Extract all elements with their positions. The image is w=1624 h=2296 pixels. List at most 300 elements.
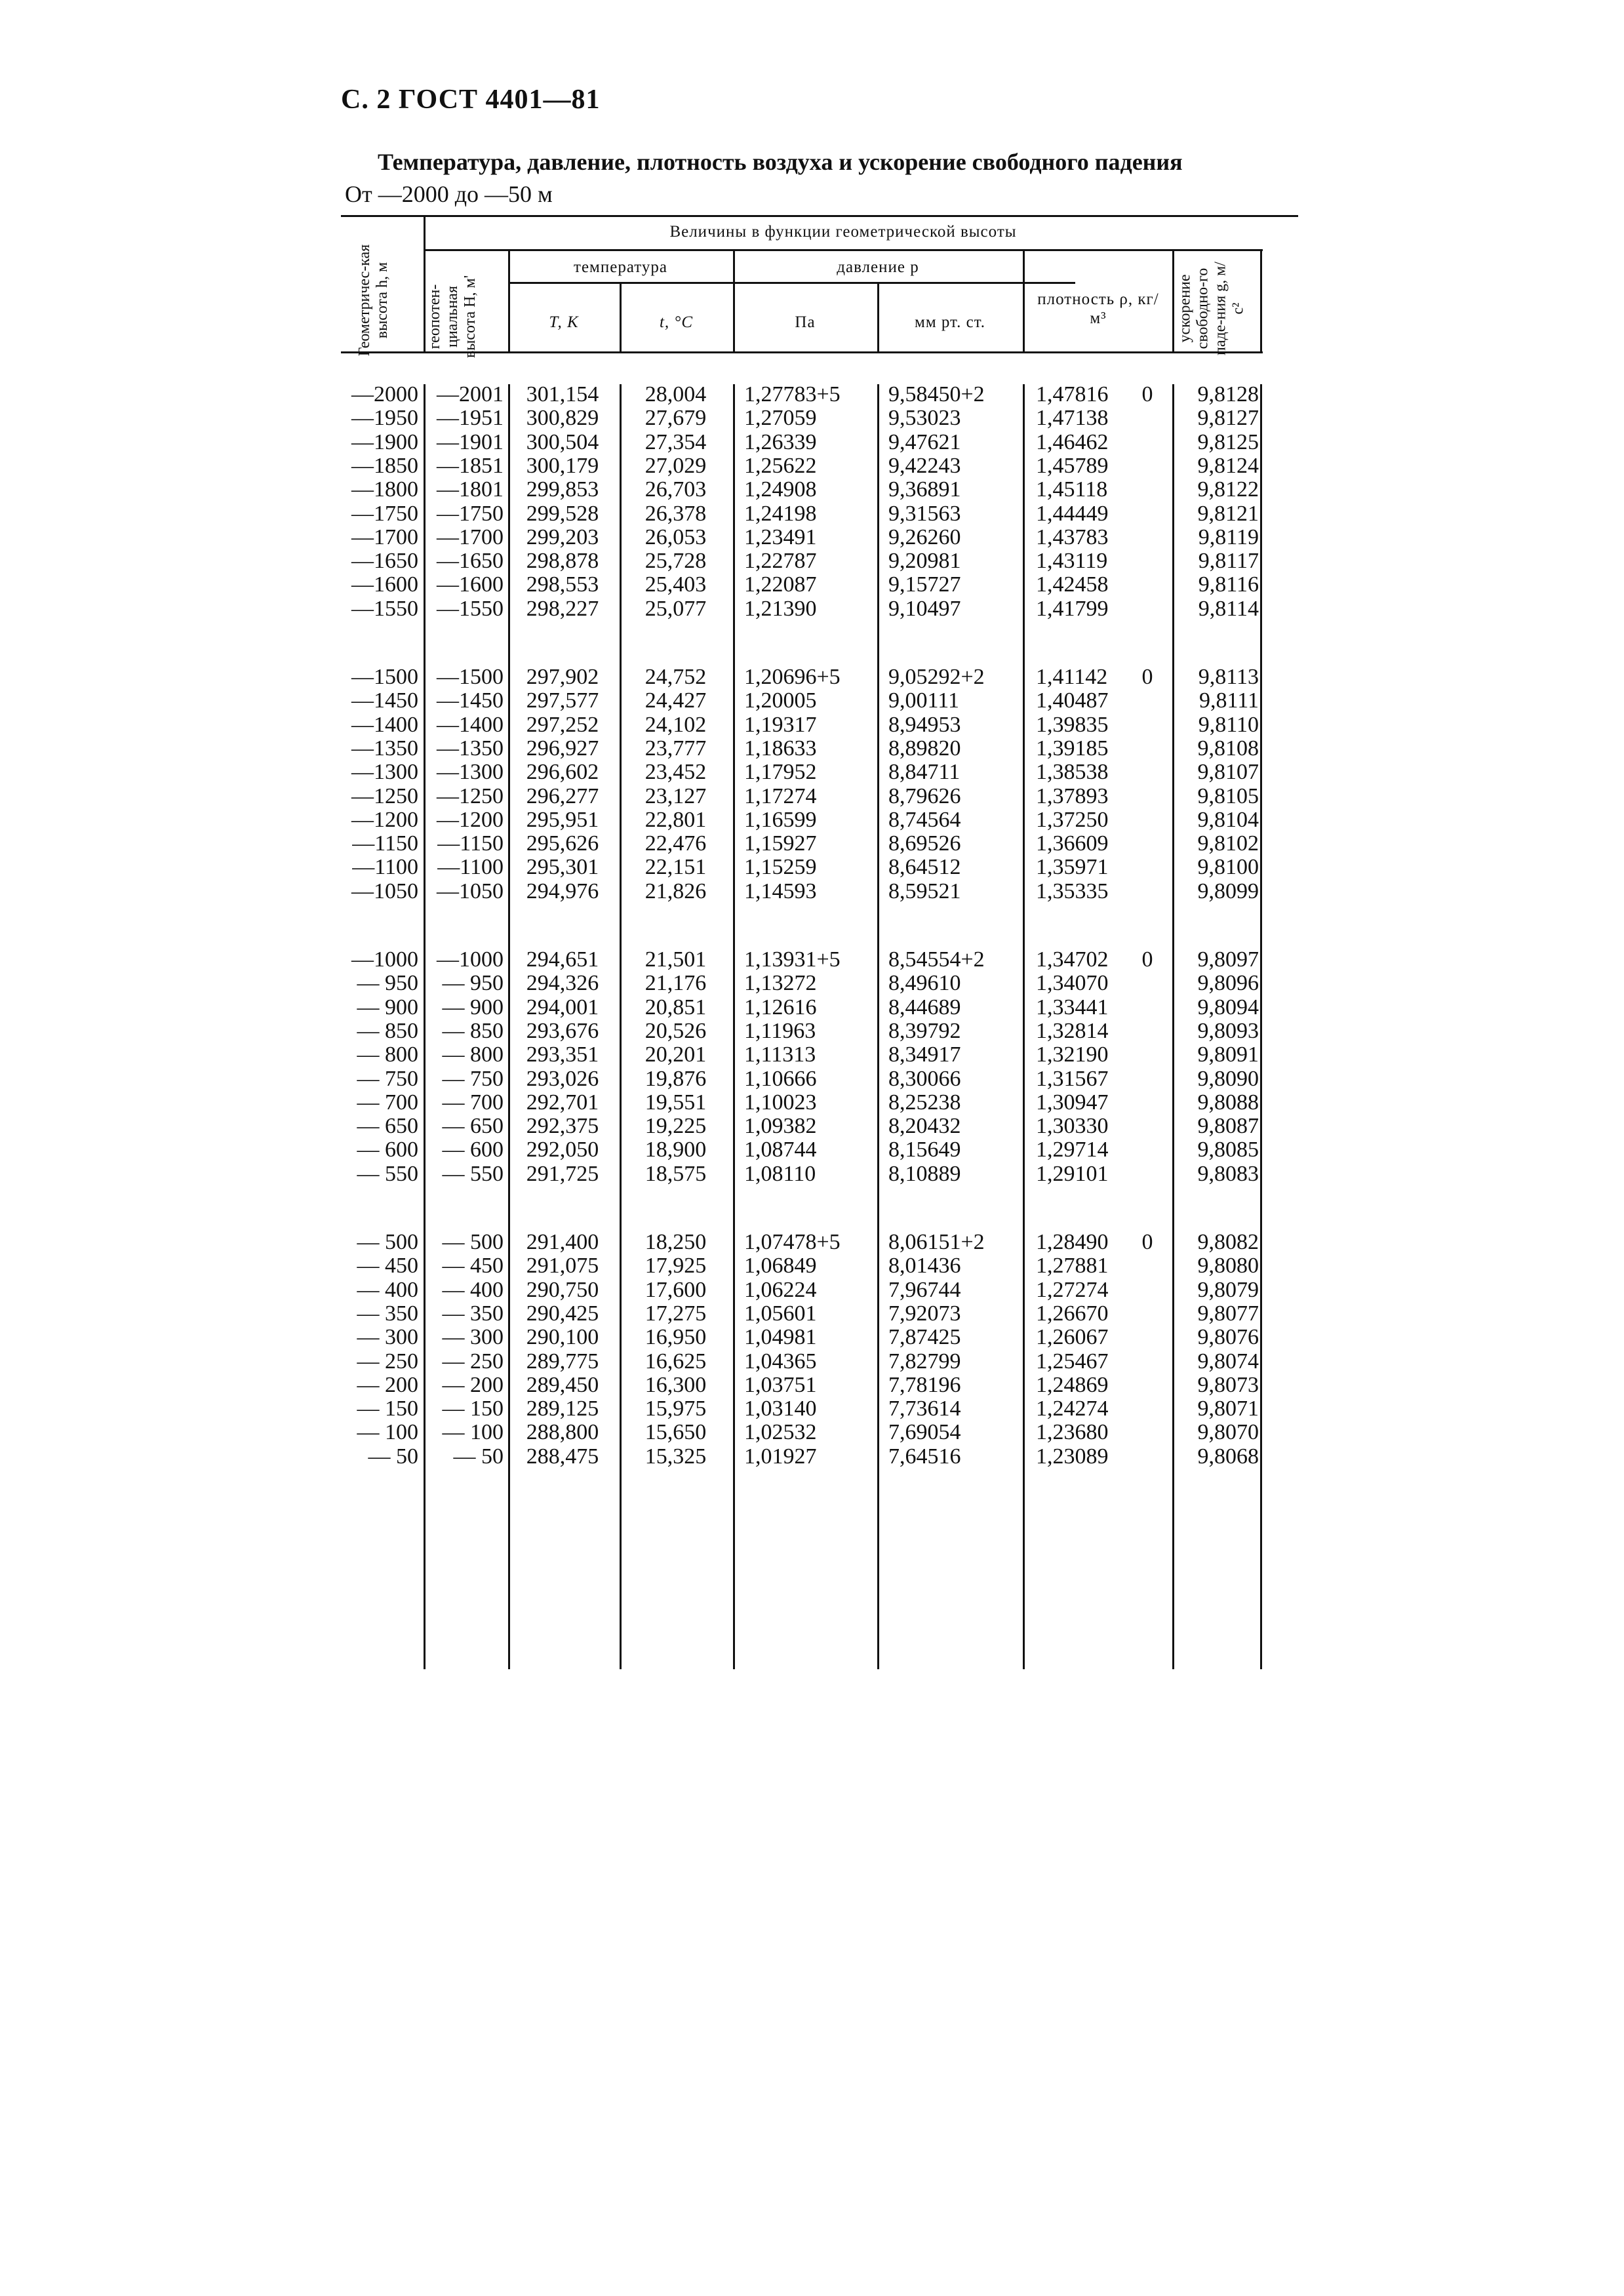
cell-pressure-pa: 1,23491 — [744, 525, 817, 549]
cell-geopotential-height: —1400 — [437, 712, 504, 737]
cell-temperature-k: 299,528 — [526, 501, 599, 526]
cell-pressure-mmhg: 8,30066 — [888, 1066, 961, 1091]
cell-pressure-pa: 1,07478+5 — [744, 1230, 841, 1254]
cell-gravity: 9,8121 — [1197, 501, 1259, 526]
cell-geometric-height: —1950 — [351, 406, 418, 431]
cell-pressure-pa: 1,16599 — [744, 807, 817, 832]
header-group-title: Величины в функции геометрической высоты — [669, 223, 1017, 241]
cell-gravity: 9,8128 — [1197, 382, 1259, 406]
cell-geopotential-height: —1851 — [437, 453, 504, 478]
cell-gravity: 9,8114 — [1198, 596, 1259, 621]
cell-gravity: 9,8076 — [1197, 1325, 1259, 1350]
cell-pressure-mmhg: 9,31563 — [888, 501, 961, 526]
cell-geometric-height: —1200 — [351, 807, 418, 832]
cell-temperature-c: 20,526 — [644, 1018, 707, 1043]
cell-pressure-mmhg: 8,74564 — [888, 807, 961, 832]
cell-geopotential-height: — 550 — [442, 1161, 504, 1186]
cell-geometric-height: —1150 — [352, 831, 418, 856]
cell-temperature-k: 299,853 — [526, 477, 599, 502]
cell-gravity: 9,8083 — [1197, 1161, 1259, 1186]
cell-density: 1,30330 — [1036, 1114, 1109, 1139]
cell-pressure-mmhg: 9,58450+2 — [888, 382, 985, 406]
cell-pressure-mmhg: 8,49610 — [888, 971, 961, 996]
cell-geometric-height: —1500 — [351, 665, 418, 689]
cell-gravity: 9,8079 — [1197, 1277, 1259, 1302]
cell-temperature-c: 27,354 — [644, 429, 707, 454]
header-pressure: давление p — [837, 258, 919, 276]
cell-temperature-c: 18,575 — [644, 1161, 707, 1186]
cell-geometric-height: —1450 — [351, 688, 418, 713]
cell-temperature-k: 291,725 — [526, 1161, 599, 1186]
cell-geopotential-height: —1150 — [437, 831, 504, 856]
cell-geopotential-height: —1200 — [437, 807, 504, 832]
cell-gravity: 9,8080 — [1197, 1254, 1259, 1278]
cell-pressure-mmhg: 7,78196 — [888, 1372, 961, 1397]
cell-pressure-pa: 1,13931+5 — [744, 947, 841, 972]
cell-pressure-pa: 1,09382 — [744, 1114, 817, 1139]
cell-temperature-c: 25,728 — [644, 549, 707, 574]
cell-geopotential-height: —1901 — [437, 429, 504, 454]
cell-geometric-height: —1350 — [351, 736, 418, 761]
cell-temperature-c: 21,501 — [644, 947, 707, 972]
cell-geopotential-height: —1550 — [437, 596, 504, 621]
cell-density: 1,23089 — [1036, 1444, 1109, 1469]
cell-density: 1,38538 — [1036, 760, 1109, 785]
cell-pressure-pa: 1,10666 — [744, 1066, 817, 1091]
cell-geometric-height: —1800 — [351, 477, 418, 502]
cell-temperature-k: 295,626 — [526, 831, 599, 856]
cell-geometric-height: — 550 — [357, 1161, 418, 1186]
cell-geometric-height: — 150 — [357, 1396, 418, 1421]
cell-geopotential-height: —1000 — [437, 947, 504, 972]
cell-geometric-height: — 950 — [357, 971, 418, 996]
cell-pressure-pa: 1,11313 — [744, 1042, 816, 1067]
cell-temperature-k: 294,326 — [526, 971, 599, 996]
cell-geopotential-height: —1650 — [437, 549, 504, 574]
table-subtitle-range: От —2000 до —50 м — [345, 181, 553, 207]
cell-pressure-pa: 1,14593 — [744, 879, 817, 903]
cell-pressure-pa: 1,27059 — [744, 406, 817, 431]
cell-temperature-k: 295,951 — [526, 807, 599, 832]
cell-density: 1,33441 — [1036, 995, 1109, 1019]
cell-density: 1,35335 — [1036, 879, 1109, 903]
cell-pressure-mmhg: 9,47621 — [888, 429, 961, 454]
cell-density: 1,29714 — [1036, 1138, 1109, 1162]
cell-temperature-k: 291,075 — [526, 1254, 599, 1278]
cell-pressure-pa: 1,19317 — [744, 712, 817, 737]
cell-pressure-mmhg: 8,89820 — [888, 736, 961, 761]
cell-geometric-height: — 750 — [357, 1066, 418, 1091]
cell-pressure-pa: 1,25622 — [744, 453, 817, 478]
cell-geometric-height: — 200 — [357, 1372, 418, 1397]
cell-temperature-k: 292,375 — [526, 1114, 599, 1139]
cell-temperature-k: 297,252 — [526, 712, 599, 737]
cell-density-exponent: 0 — [1141, 947, 1153, 972]
column-divider — [877, 384, 879, 1669]
cell-gravity: 9,8085 — [1197, 1138, 1259, 1162]
cell-gravity: 9,8107 — [1197, 760, 1259, 785]
cell-density: 1,28490 — [1036, 1230, 1109, 1254]
cell-temperature-c: 27,029 — [644, 453, 707, 478]
cell-geopotential-height: — 100 — [442, 1420, 504, 1445]
table-top-rule — [341, 215, 1298, 217]
header-divider — [1260, 249, 1262, 351]
cell-pressure-pa: 1,24198 — [744, 501, 817, 526]
cell-temperature-c: 25,077 — [644, 596, 707, 621]
cell-geometric-height: — 400 — [357, 1277, 418, 1302]
cell-temperature-c: 23,127 — [644, 783, 707, 808]
cell-pressure-mmhg: 7,82799 — [888, 1349, 961, 1374]
cell-pressure-pa: 1,17274 — [744, 783, 817, 808]
cell-geopotential-height: —1801 — [437, 477, 504, 502]
cell-gravity: 9,8074 — [1197, 1349, 1259, 1374]
cell-temperature-c: 24,427 — [644, 688, 707, 713]
cell-pressure-mmhg: 8,59521 — [888, 879, 961, 903]
cell-pressure-pa: 1,26339 — [744, 429, 817, 454]
cell-density: 1,24274 — [1036, 1396, 1109, 1421]
cell-geometric-height: —1100 — [352, 855, 418, 880]
cell-geometric-height: — 650 — [357, 1114, 418, 1139]
cell-density-exponent: 0 — [1141, 382, 1153, 406]
cell-geopotential-height: —1700 — [437, 525, 504, 549]
cell-geometric-height: — 50 — [368, 1444, 418, 1469]
group-title-rule — [424, 249, 1263, 251]
cell-gravity: 9,8102 — [1197, 831, 1259, 856]
cell-temperature-c: 15,975 — [644, 1396, 707, 1421]
cell-temperature-c: 18,250 — [644, 1230, 707, 1254]
cell-geopotential-height: — 450 — [442, 1254, 504, 1278]
cell-geopotential-height: — 850 — [442, 1018, 504, 1043]
cell-pressure-mmhg: 8,25238 — [888, 1090, 961, 1115]
subgroup-rule — [508, 282, 1075, 284]
cell-pressure-pa: 1,08110 — [744, 1161, 816, 1186]
cell-temperature-c: 17,600 — [644, 1277, 707, 1302]
cell-pressure-mmhg: 8,39792 — [888, 1018, 961, 1043]
cell-temperature-k: 292,701 — [526, 1090, 599, 1115]
cell-geopotential-height: —1250 — [437, 783, 504, 808]
cell-pressure-mmhg: 9,05292+2 — [888, 665, 985, 689]
cell-gravity: 9,8068 — [1197, 1444, 1259, 1469]
cell-temperature-k: 294,976 — [526, 879, 599, 903]
cell-density: 1,46462 — [1036, 429, 1109, 454]
cell-pressure-pa: 1,06224 — [744, 1277, 817, 1302]
cell-pressure-mmhg: 7,96744 — [888, 1277, 961, 1302]
cell-temperature-c: 25,403 — [644, 572, 707, 597]
header-gravity: ускорение свободно-го паде-ния g, м/с² — [1176, 262, 1247, 355]
cell-pressure-pa: 1,03751 — [744, 1372, 817, 1397]
cell-geometric-height: — 100 — [357, 1420, 418, 1445]
cell-temperature-k: 289,125 — [526, 1396, 599, 1421]
cell-geometric-height: —1250 — [351, 783, 418, 808]
cell-geometric-height: — 800 — [357, 1042, 418, 1067]
cell-geometric-height: —1650 — [351, 549, 418, 574]
cell-temperature-k: 296,602 — [526, 760, 599, 785]
cell-temperature-k: 293,351 — [526, 1042, 599, 1067]
cell-density: 1,27881 — [1036, 1254, 1109, 1278]
cell-geopotential-height: — 750 — [442, 1066, 504, 1091]
cell-pressure-pa: 1,10023 — [744, 1090, 817, 1115]
cell-temperature-c: 26,053 — [644, 525, 707, 549]
cell-gravity: 9,8073 — [1197, 1372, 1259, 1397]
cell-geopotential-height: — 200 — [442, 1372, 504, 1397]
cell-geometric-height: — 500 — [357, 1230, 418, 1254]
page-header: С. 2 ГОСТ 4401—81 — [341, 85, 601, 115]
cell-geopotential-height: — 350 — [442, 1301, 504, 1326]
cell-temperature-k: 296,277 — [526, 783, 599, 808]
cell-geometric-height: —1300 — [351, 760, 418, 785]
cell-pressure-pa: 1,01927 — [744, 1444, 817, 1469]
cell-density: 1,26670 — [1036, 1301, 1109, 1326]
cell-density: 1,32814 — [1036, 1018, 1109, 1043]
cell-density: 1,36609 — [1036, 831, 1109, 856]
cell-temperature-c: 20,851 — [644, 995, 707, 1019]
cell-geopotential-height: —1350 — [437, 736, 504, 761]
header-pressure-mmhg: мм рт. ст. — [915, 313, 985, 331]
cell-temperature-k: 299,203 — [526, 525, 599, 549]
cell-pressure-pa: 1,13272 — [744, 971, 817, 996]
cell-gravity: 9,8105 — [1197, 783, 1259, 808]
cell-temperature-k: 294,001 — [526, 995, 599, 1019]
cell-gravity: 9,8077 — [1197, 1301, 1259, 1326]
cell-pressure-mmhg: 8,94953 — [888, 712, 961, 737]
cell-geopotential-height: — 50 — [453, 1444, 504, 1469]
cell-pressure-pa: 1,03140 — [744, 1396, 817, 1421]
cell-temperature-c: 16,300 — [644, 1372, 707, 1397]
cell-pressure-pa: 1,27783+5 — [744, 382, 841, 406]
cell-gravity: 9,8093 — [1197, 1018, 1259, 1043]
cell-temperature-c: 21,176 — [644, 971, 707, 996]
cell-density-exponent: 0 — [1141, 1230, 1153, 1254]
cell-geometric-height: — 700 — [357, 1090, 418, 1115]
column-divider — [733, 384, 735, 1669]
cell-temperature-c: 27,679 — [644, 406, 707, 431]
cell-geometric-height: —1700 — [351, 525, 418, 549]
cell-temperature-k: 288,475 — [526, 1444, 599, 1469]
cell-pressure-mmhg: 7,69054 — [888, 1420, 961, 1445]
cell-temperature-k: 300,829 — [526, 406, 599, 431]
cell-geopotential-height: —1300 — [437, 760, 504, 785]
cell-geometric-height: —1050 — [351, 879, 418, 903]
cell-gravity: 9,8110 — [1198, 712, 1259, 737]
cell-temperature-c: 15,650 — [644, 1420, 707, 1445]
cell-geopotential-height: — 400 — [442, 1277, 504, 1302]
cell-temperature-c: 24,102 — [644, 712, 707, 737]
cell-gravity: 9,8094 — [1197, 995, 1259, 1019]
cell-geopotential-height: — 300 — [442, 1325, 504, 1350]
cell-geopotential-height: — 800 — [442, 1042, 504, 1067]
header-density: плотность ρ, кг/м³ — [1037, 290, 1159, 327]
cell-geometric-height: — 300 — [357, 1325, 418, 1350]
cell-temperature-c: 17,275 — [644, 1301, 707, 1326]
cell-gravity: 9,8071 — [1197, 1396, 1259, 1421]
cell-pressure-pa: 1,12616 — [744, 995, 817, 1019]
cell-pressure-pa: 1,06849 — [744, 1254, 817, 1278]
cell-pressure-pa: 1,04365 — [744, 1349, 817, 1374]
cell-density: 1,43783 — [1036, 525, 1109, 549]
cell-pressure-pa: 1,22787 — [744, 549, 817, 574]
cell-pressure-mmhg: 8,34917 — [888, 1042, 961, 1067]
cell-density: 1,30947 — [1036, 1090, 1109, 1115]
cell-pressure-mmhg: 9,15727 — [888, 572, 961, 597]
cell-density: 1,32190 — [1036, 1042, 1109, 1067]
cell-geopotential-height: —1600 — [437, 572, 504, 597]
header-t-celsius: t, °С — [659, 313, 694, 331]
cell-pressure-mmhg: 7,64516 — [888, 1444, 961, 1469]
cell-temperature-c: 15,325 — [644, 1444, 707, 1469]
cell-density: 1,25467 — [1036, 1349, 1109, 1374]
cell-gravity: 9,8111 — [1199, 688, 1259, 713]
cell-geometric-height: — 900 — [357, 995, 418, 1019]
cell-geopotential-height: —1100 — [437, 855, 504, 880]
cell-temperature-k: 300,179 — [526, 453, 599, 478]
cell-temperature-k: 300,504 — [526, 429, 599, 454]
cell-gravity: 9,8104 — [1197, 807, 1259, 832]
cell-gravity: 9,8125 — [1197, 429, 1259, 454]
cell-density: 1,47816 — [1036, 382, 1109, 406]
column-divider — [424, 384, 426, 1669]
cell-temperature-c: 22,801 — [644, 807, 707, 832]
cell-pressure-mmhg: 8,84711 — [888, 760, 961, 785]
cell-density-exponent: 0 — [1141, 665, 1153, 689]
cell-pressure-mmhg: 8,01436 — [888, 1254, 961, 1278]
cell-temperature-k: 297,577 — [526, 688, 599, 713]
cell-pressure-mmhg: 8,20432 — [888, 1114, 961, 1139]
cell-temperature-c: 26,378 — [644, 501, 707, 526]
cell-density: 1,47138 — [1036, 406, 1109, 431]
cell-gravity: 9,8096 — [1197, 971, 1259, 996]
cell-density: 1,45789 — [1036, 453, 1109, 478]
cell-temperature-k: 290,425 — [526, 1301, 599, 1326]
cell-pressure-mmhg: 8,69526 — [888, 831, 961, 856]
cell-geometric-height: —1000 — [351, 947, 418, 972]
cell-pressure-pa: 1,15927 — [744, 831, 817, 856]
cell-geometric-height: — 600 — [357, 1138, 418, 1162]
cell-pressure-mmhg: 8,06151+2 — [888, 1230, 985, 1254]
cell-temperature-k: 291,400 — [526, 1230, 599, 1254]
cell-temperature-k: 288,800 — [526, 1420, 599, 1445]
cell-temperature-c: 20,201 — [644, 1042, 707, 1067]
cell-density: 1,29101 — [1036, 1161, 1109, 1186]
cell-geometric-height: —1750 — [351, 501, 418, 526]
cell-gravity: 9,8091 — [1197, 1042, 1259, 1067]
cell-pressure-mmhg: 8,79626 — [888, 783, 961, 808]
cell-pressure-pa: 1,17952 — [744, 760, 817, 785]
cell-geometric-height: —2000 — [351, 382, 418, 406]
cell-density: 1,41799 — [1036, 596, 1109, 621]
cell-density: 1,26067 — [1036, 1325, 1109, 1350]
cell-temperature-k: 298,878 — [526, 549, 599, 574]
cell-pressure-mmhg: 9,20981 — [888, 549, 961, 574]
cell-temperature-c: 17,925 — [644, 1254, 707, 1278]
cell-gravity: 9,8070 — [1197, 1420, 1259, 1445]
cell-pressure-pa: 1,22087 — [744, 572, 817, 597]
cell-density: 1,39185 — [1036, 736, 1109, 761]
cell-temperature-k: 298,553 — [526, 572, 599, 597]
cell-temperature-c: 28,004 — [644, 382, 707, 406]
cell-density: 1,40487 — [1036, 688, 1109, 713]
cell-density: 1,43119 — [1036, 549, 1108, 574]
cell-density: 1,34070 — [1036, 971, 1109, 996]
cell-pressure-pa: 1,08744 — [744, 1138, 817, 1162]
cell-geometric-height: —1400 — [351, 712, 418, 737]
cell-geopotential-height: — 650 — [442, 1114, 504, 1139]
cell-temperature-c: 24,752 — [644, 665, 707, 689]
header-pressure-pa: Па — [795, 313, 816, 331]
cell-gravity: 9,8100 — [1197, 855, 1259, 880]
cell-pressure-mmhg: 9,42243 — [888, 453, 961, 478]
cell-gravity: 9,8082 — [1197, 1230, 1259, 1254]
cell-gravity: 9,8087 — [1197, 1114, 1259, 1139]
cell-temperature-k: 298,227 — [526, 596, 599, 621]
cell-temperature-k: 297,902 — [526, 665, 599, 689]
cell-density: 1,41142 — [1036, 665, 1108, 689]
cell-geometric-height: — 250 — [357, 1349, 418, 1374]
cell-pressure-mmhg: 7,73614 — [888, 1396, 961, 1421]
cell-geometric-height: —1600 — [351, 572, 418, 597]
cell-density: 1,34702 — [1036, 947, 1109, 972]
cell-gravity: 9,8090 — [1197, 1066, 1259, 1091]
cell-temperature-c: 18,900 — [644, 1138, 707, 1162]
cell-gravity: 9,8119 — [1198, 525, 1259, 549]
cell-gravity: 9,8088 — [1197, 1090, 1259, 1115]
cell-density: 1,23680 — [1036, 1420, 1109, 1445]
cell-density: 1,37250 — [1036, 807, 1109, 832]
cell-geopotential-height: — 250 — [442, 1349, 504, 1374]
cell-temperature-c: 26,703 — [644, 477, 707, 502]
cell-geopotential-height: — 500 — [442, 1230, 504, 1254]
cell-geometric-height: —1550 — [351, 596, 418, 621]
cell-pressure-pa: 1,21390 — [744, 596, 817, 621]
cell-temperature-k: 293,676 — [526, 1018, 599, 1043]
cell-gravity: 9,8099 — [1197, 879, 1259, 903]
cell-temperature-k: 294,651 — [526, 947, 599, 972]
cell-density: 1,24869 — [1036, 1372, 1109, 1397]
cell-pressure-pa: 1,04981 — [744, 1325, 817, 1350]
cell-geometric-height: — 850 — [357, 1018, 418, 1043]
cell-temperature-c: 19,551 — [644, 1090, 707, 1115]
cell-density: 1,31567 — [1036, 1066, 1109, 1091]
cell-pressure-pa: 1,02532 — [744, 1420, 817, 1445]
cell-geopotential-height: — 950 — [442, 971, 504, 996]
cell-geopotential-height: — 700 — [442, 1090, 504, 1115]
header-divider — [1023, 249, 1025, 351]
cell-density: 1,27274 — [1036, 1277, 1109, 1302]
table-title: Температура, давление, плотность воздуха и ускорение свободного падения — [378, 149, 1183, 175]
cell-pressure-pa: 1,20696+5 — [744, 665, 841, 689]
cell-geopotential-height: —2001 — [437, 382, 504, 406]
header-geometric-height: Геометричес-кая высота h, м — [356, 244, 391, 357]
header-T-kelvin: T, К — [549, 313, 579, 331]
header-geopotential-height: геопотен-циальная высота H, м' — [426, 275, 479, 359]
cell-pressure-mmhg: 8,64512 — [888, 855, 961, 880]
column-divider — [1260, 384, 1262, 1669]
cell-temperature-k: 301,154 — [526, 382, 599, 406]
cell-pressure-mmhg: 9,10497 — [888, 596, 961, 621]
column-divider — [1023, 384, 1025, 1669]
cell-pressure-mmhg: 7,87425 — [888, 1325, 961, 1350]
cell-gravity: 9,8113 — [1198, 665, 1259, 689]
cell-geopotential-height: —1050 — [437, 879, 504, 903]
cell-geopotential-height: — 900 — [442, 995, 504, 1019]
cell-pressure-pa: 1,18633 — [744, 736, 817, 761]
cell-pressure-pa: 1,24908 — [744, 477, 817, 502]
cell-temperature-c: 19,876 — [644, 1066, 707, 1091]
cell-temperature-k: 295,301 — [526, 855, 599, 880]
cell-pressure-mmhg: 9,00111 — [888, 688, 959, 713]
cell-density: 1,42458 — [1036, 572, 1109, 597]
cell-gravity: 9,8116 — [1198, 572, 1259, 597]
cell-pressure-pa: 1,20005 — [744, 688, 817, 713]
